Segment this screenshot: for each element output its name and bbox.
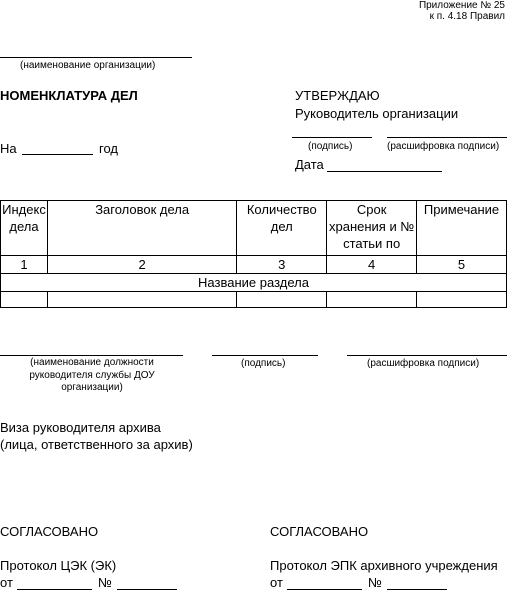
agreed-left-number-label: № xyxy=(98,575,112,590)
appendix-note xyxy=(419,0,505,22)
column-number: 5 xyxy=(417,256,507,274)
document-title: НОМЕНКЛАТУРА ДЕЛ xyxy=(0,88,138,103)
agreed-left-from-label: от xyxy=(0,575,13,590)
header-index: Индекс дела xyxy=(1,201,48,256)
table-header-row xyxy=(1,201,507,256)
archive-visa-sublabel: (лица, ответственного за архив) xyxy=(0,437,193,452)
agreed-right-from-label: от xyxy=(270,575,283,590)
agreed-right-number-field[interactable] xyxy=(387,589,447,590)
signature-caption: (подпись) xyxy=(241,358,286,369)
decoding-caption: (расшифровка подписи) xyxy=(367,358,480,369)
approver-decoding-line[interactable] xyxy=(387,137,507,138)
column-number: 1 xyxy=(1,256,48,274)
approver-signature-line[interactable] xyxy=(292,137,372,138)
nomenclature-table xyxy=(0,200,507,308)
approver-position: Руководитель организации xyxy=(295,106,459,121)
table-cell[interactable] xyxy=(327,292,417,308)
table-section-row xyxy=(1,274,507,292)
column-number: 2 xyxy=(47,256,236,274)
header-count: Количество дел xyxy=(237,201,327,256)
table-cell[interactable] xyxy=(1,292,48,308)
date-field[interactable] xyxy=(327,171,442,172)
agreed-right-protocol: Протокол ЭПК архивного учреждения xyxy=(270,558,498,573)
agreed-left-protocol: Протокол ЦЭК (ЭК) xyxy=(0,558,117,573)
decoding-line[interactable] xyxy=(347,355,507,356)
approver-signature-caption: (подпись) xyxy=(308,141,353,152)
table-row xyxy=(1,292,507,308)
organization-name-line[interactable] xyxy=(0,57,192,58)
agreed-left-number-field[interactable] xyxy=(117,589,177,590)
year-field[interactable] xyxy=(22,154,93,155)
approver-decoding-caption: (расшифровка подписи) xyxy=(387,141,500,152)
section-title: Название раздела xyxy=(1,274,507,292)
column-number: 3 xyxy=(237,256,327,274)
agreed-right-heading: СОГЛАСОВАНО xyxy=(270,524,369,539)
table-cell[interactable] xyxy=(237,292,327,308)
position-caption: (наименование должности руководителя службы ДОУ организации) xyxy=(29,357,155,393)
approve-heading: УТВЕРЖДАЮ xyxy=(295,88,380,103)
appendix-line-2: к п. 4.18 Правил xyxy=(429,11,505,22)
header-title: Заголовок дела xyxy=(47,201,236,256)
agreed-right-number-label: № xyxy=(368,575,382,590)
archive-visa-label: Виза руководителя архива xyxy=(0,420,161,435)
year-prefix: На xyxy=(0,141,17,156)
table-cell[interactable] xyxy=(47,292,236,308)
date-label: Дата xyxy=(295,157,324,172)
year-suffix: год xyxy=(99,141,118,156)
agreed-left-date-field[interactable] xyxy=(17,589,92,590)
signature-line[interactable] xyxy=(212,355,318,356)
column-number: 4 xyxy=(327,256,417,274)
table-number-row xyxy=(1,256,507,274)
organization-caption: (наименование организации) xyxy=(20,60,156,71)
position-line[interactable] xyxy=(0,355,183,356)
appendix-line-1: Приложение № 25 xyxy=(418,0,505,11)
header-note: Примечание xyxy=(417,201,507,256)
table-cell[interactable] xyxy=(417,292,507,308)
agreed-left-heading: СОГЛАСОВАНО xyxy=(0,524,99,539)
agreed-right-date-field[interactable] xyxy=(287,589,362,590)
header-retention: Срок хранения и № статьи по xyxy=(327,201,417,256)
